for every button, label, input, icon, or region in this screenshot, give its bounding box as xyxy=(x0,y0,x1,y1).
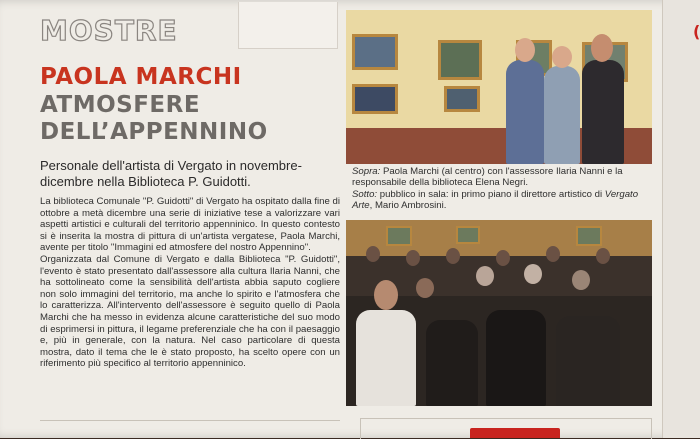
article-title xyxy=(40,92,340,146)
audience-front-person xyxy=(486,310,546,406)
audience-head xyxy=(476,266,494,286)
person-center xyxy=(544,66,580,164)
painting-frame xyxy=(386,226,412,246)
person-right-head xyxy=(591,34,613,62)
next-page-edge xyxy=(662,0,700,438)
audience-head xyxy=(446,248,460,264)
photo-caption xyxy=(352,166,652,212)
audience-front-head xyxy=(374,280,398,310)
caption-magazine-name: Vergato Arte xyxy=(352,188,639,212)
person-left-head xyxy=(515,38,535,62)
red-mark-icon: ( xyxy=(693,22,700,41)
audience-head xyxy=(546,246,560,262)
painting-frame xyxy=(352,34,398,70)
body-paragraph-2: Organizzata dal Comune di Vergato e dalla Biblioteca "P. Guidotti", l'evento è stato presentato dall'assessore alla cultura Ilaria Nanni, che ha sottolineato come la sensibilità dell'artista abbia saputo cogliere non solo immagini del territorio, ma anche lo spirito e l'atmosfera che lo caratterizza. All'intervento dell'assessore è seguito quello di Paola Marchi che ha messo in evidenza alcune caratteristiche del suo modo di esprimersi in pittura, il legame preferenziale che ha con il paesaggio e, più in generale, con la natura. Nel caso particolare di questa mostra, dato il tema che le è stato proposto, ha scelto opere con un riferimento più specifico al territorio appenninico. xyxy=(40,253,340,370)
photo-audience xyxy=(346,220,652,406)
page-tab xyxy=(238,2,338,49)
person-right xyxy=(582,60,624,164)
audience-head xyxy=(406,250,420,266)
painting-frame xyxy=(444,86,480,112)
painting-frame xyxy=(576,226,602,246)
audience-head xyxy=(416,278,434,298)
painting-frame xyxy=(438,40,482,80)
painting-frame xyxy=(352,84,398,114)
caption-bottom xyxy=(352,189,652,212)
audience-front-person xyxy=(356,310,416,406)
person-left xyxy=(506,60,544,164)
caption-text-sopra: Paola Marchi (al centro) con l'assessore Ilaria Nanni e la responsabile della biblioteca Elena Negri. xyxy=(352,166,623,189)
painting-frame xyxy=(456,226,480,244)
caption-text-sotto: pubblico in sala: in primo piano il direttore artistico di xyxy=(377,188,605,200)
caption-top xyxy=(352,166,652,189)
audience-head xyxy=(524,264,542,284)
body-paragraph-1: La biblioteca Comunale "P. Guidotti" di Vergato ha ospitato dalla fine di ottobre a metà dicembre una serie di iniziative tese a valorizzare vari aspetti artistici e culturali del territorio appenninico. In questo contesto si è inserita la mostra di pittura di un'artista vergatese, Paola Marchi, avente per titolo "Immagini ed atmosfere del nostro Appennino". xyxy=(40,196,340,254)
next-article-red-heading xyxy=(470,428,560,438)
photo-exhibition xyxy=(346,10,652,164)
article-body xyxy=(40,196,340,370)
section-heading: MOSTRE xyxy=(40,14,178,47)
caption-label-sopra: Sopra: xyxy=(352,166,381,177)
audience-front-person xyxy=(426,320,478,406)
caption-text-end: , Mario Ambrosini. xyxy=(369,200,447,212)
caption-label-sotto: Sotto: xyxy=(352,188,378,200)
person-center-head xyxy=(552,46,572,68)
audience-head xyxy=(496,250,510,266)
next-article-border-left xyxy=(40,420,340,439)
article-author: PAOLA MARCHI xyxy=(40,64,242,90)
audience-head xyxy=(366,246,380,262)
audience-front-person xyxy=(556,316,620,406)
title-line-2: DELL’APPENNINO xyxy=(40,119,268,145)
audience-head xyxy=(596,248,610,264)
audience-head xyxy=(572,270,590,290)
article-subtitle: Personale dell'artista di Vergato in novembre-dicembre nella Biblioteca P. Guidotti. xyxy=(40,158,302,189)
title-line-1: ATMOSFERE xyxy=(40,92,201,118)
